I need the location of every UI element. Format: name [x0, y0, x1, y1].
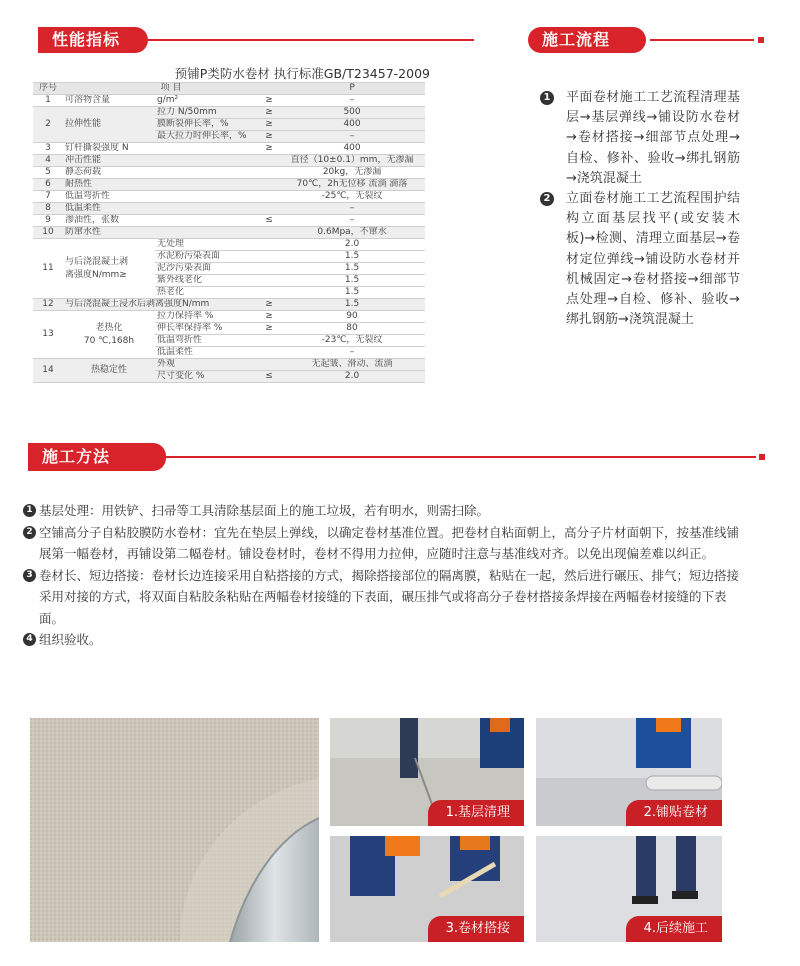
row-value: 2.0 [279, 371, 425, 383]
row-subitem: 水泥粉污染表面 [155, 251, 259, 263]
row-item-line1: 与后浇混凝土剥 [65, 256, 129, 267]
row-cmp [259, 263, 279, 275]
row-no: 8 [33, 203, 63, 215]
row-cmp: ≥ [259, 95, 279, 107]
row-cmp [259, 347, 279, 359]
row-no: 3 [33, 143, 63, 155]
table-row [33, 179, 425, 191]
row-no: 14 [33, 359, 63, 383]
row-cmp: ≥ [259, 323, 279, 335]
flow-step [540, 189, 740, 330]
row-subitem: 无处理 [155, 239, 259, 251]
section-divider [150, 456, 756, 458]
row-item: 低温弯折性 [63, 191, 279, 203]
row-value: 80 [279, 323, 425, 335]
col-header-item: 项 目 [63, 83, 279, 95]
row-subitem: 热老化 [155, 287, 259, 299]
method-text: 空铺高分子自粘胶膜防水卷材：宜先在垫层上弹线，以确定卷材基准位置。把卷材自粘面朝上，高分子片材面朝下，按基准线铺展第一幅卷材，再铺设第二幅卷材。铺设卷材时，卷材不得用力拉伸，应随时注意与基准线对齐。以免出现偏差难以纠正。 [39, 524, 740, 561]
row-subitem: 尺寸变化 % [155, 371, 259, 383]
row-item-line2: 70 ℃,168h [83, 335, 135, 346]
row-value: 1.5 [279, 275, 425, 287]
process-flow-list [540, 88, 740, 330]
row-item: 拉伸性能 [63, 107, 155, 143]
method-item [23, 565, 743, 630]
item-number-badge: 3 [23, 569, 36, 582]
row-cmp: ≥ [259, 119, 279, 131]
item-number-badge: 2 [23, 526, 36, 539]
row-no: 1 [33, 95, 63, 107]
row-subitem: 膜断裂伸长率，% [155, 119, 259, 131]
step-photo-1 [330, 718, 524, 826]
row-cmp: ≤ [259, 215, 279, 227]
method-item [23, 629, 743, 651]
row-value: 直径（10±0.1）mm，无渗漏 [279, 155, 425, 167]
row-item: 渗油性，张数 [63, 215, 259, 227]
row-item: 冲击性能 [63, 155, 279, 167]
row-value: 1.5 [279, 299, 425, 311]
row-value: 2.0 [279, 239, 425, 251]
row-subitem: 伸长率保持率 % [155, 323, 259, 335]
row-value: -23℃，无裂纹 [279, 335, 425, 347]
row-no: 9 [33, 215, 63, 227]
flow-step-text: 平面卷材施工工艺流程清理基层→基层弹线→铺设防水卷材→卷材搭接→细部节点处理→自检、修补、验收→绑扎钢筋→浇筑混凝土 [566, 90, 740, 186]
table-row [33, 155, 425, 167]
row-subitem: 低温柔性 [155, 347, 259, 359]
divider-end-square [759, 454, 765, 460]
membrane-roll-illustration [30, 718, 319, 942]
section-divider [134, 39, 474, 41]
row-no: 6 [33, 179, 63, 191]
row-value: 无起皱、滑动、流淌 [279, 359, 425, 371]
section-title-method: 施工方法 [28, 443, 166, 471]
step-photo-4 [536, 836, 722, 942]
table-row [33, 143, 425, 155]
row-cmp: ≥ [259, 143, 279, 155]
row-item: 耐热性 [63, 179, 279, 191]
table-row [33, 299, 425, 311]
row-no: 7 [33, 191, 63, 203]
row-item [63, 311, 155, 359]
table-row [33, 167, 425, 179]
item-number-badge: 1 [23, 504, 36, 517]
table-row [33, 191, 425, 203]
table-row [33, 359, 425, 371]
row-value: 1.5 [279, 287, 425, 299]
row-item: 钉杆撕裂强度 N [63, 143, 259, 155]
row-value: -25℃，无裂纹 [279, 191, 425, 203]
table-row [33, 227, 425, 239]
row-value: 70℃，2h无位移 流淌 滴落 [279, 179, 425, 191]
divider-end-square [758, 37, 764, 43]
row-subitem: 拉力 N/50mm [155, 107, 259, 119]
row-value: 90 [279, 311, 425, 323]
row-item: 热稳定性 [63, 359, 155, 383]
row-subitem: 泥沙污染表面 [155, 263, 259, 275]
row-no: 12 [33, 299, 63, 311]
row-value: 1.5 [279, 263, 425, 275]
row-subitem: 最大拉力时伸长率，% [155, 131, 259, 143]
row-no: 2 [33, 107, 63, 143]
row-item: 静态荷载 [63, 167, 279, 179]
method-list [23, 500, 743, 651]
row-value: 500 [279, 107, 425, 119]
row-cmp [259, 239, 279, 251]
row-item: 与后浇混凝土浸水后剥离强度N/mm [63, 299, 259, 311]
table-row [33, 311, 425, 323]
row-cmp [259, 251, 279, 263]
row-no: 5 [33, 167, 63, 179]
row-no: 4 [33, 155, 63, 167]
row-cmp [259, 287, 279, 299]
row-value: – [279, 131, 425, 143]
row-cmp [259, 359, 279, 371]
row-cmp: ≤ [259, 371, 279, 383]
row-item: 低温柔性 [63, 203, 279, 215]
row-item: 防窜水性 [63, 227, 279, 239]
method-text: 组织验收。 [39, 632, 102, 647]
step-number-badge: 1 [540, 91, 554, 105]
table-row [33, 203, 425, 215]
row-cmp: ≥ [259, 299, 279, 311]
photo-caption: 2.铺贴卷材 [626, 800, 722, 826]
spec-table [33, 82, 425, 383]
step-number-badge: 2 [540, 192, 554, 206]
table-row [33, 239, 425, 251]
flow-step [540, 88, 740, 189]
row-item-line1: 老热化 [95, 322, 123, 333]
row-value: 0.6Mpa，不窜水 [279, 227, 425, 239]
row-no: 10 [33, 227, 63, 239]
photo-caption: 4.后续施工 [626, 916, 722, 942]
row-cmp: ≥ [259, 311, 279, 323]
row-value: 400 [279, 119, 425, 131]
row-no: 11 [33, 239, 63, 299]
method-item [23, 500, 743, 522]
row-subitem: g/m² [155, 95, 259, 107]
section-divider [650, 39, 754, 41]
row-item-line2: 离强度N/mm≥ [65, 269, 127, 280]
step-photo-3 [330, 836, 524, 942]
section-title-performance: 性能指标 [38, 27, 148, 53]
row-subitem: 紫外线老化 [155, 275, 259, 287]
table-row [33, 95, 425, 107]
row-subitem: 外观 [155, 359, 259, 371]
membrane-roll-photo [30, 718, 319, 942]
row-subitem: 拉力保持率 % [155, 311, 259, 323]
photo-caption: 1.基层清理 [428, 800, 524, 826]
method-text: 卷材长、短边搭接：卷材长边连接采用自粘搭接的方式，揭除搭接部位的隔离膜，粘贴在一起，然后进行碾压、排气；短边搭接采用对接的方式，将双面自粘胶条粘贴在两幅卷材接缝的下表面，碾压排气或将高分子卷材搭接条焊接在两幅卷材接缝的下表面。 [39, 567, 740, 626]
row-value: 400 [279, 143, 425, 155]
col-header-value: P [279, 83, 425, 95]
row-item: 可溶物含量 [63, 95, 155, 107]
spec-table-caption: 预铺P类防水卷材 执行标准GB/T23457-2009 [174, 66, 430, 81]
row-value: – [279, 203, 425, 215]
row-cmp [259, 275, 279, 287]
row-value: 20kg，无渗漏 [279, 167, 425, 179]
row-value: – [279, 95, 425, 107]
spec-table-header [33, 83, 425, 95]
method-item [23, 522, 743, 565]
flow-step-text: 立面卷材施工工艺流程围护结构立面基层找平(或安装木板)→检测、清理立面基层→卷材定位弹线→铺设防水卷材并机械固定→卷材搭接→细部节点处理→自检、修补、验收→绑扎钢筋→浇筑混凝土 [566, 191, 740, 328]
row-cmp: ≥ [259, 131, 279, 143]
col-header-no: 序号 [33, 83, 63, 95]
row-subitem: 低温弯折性 [155, 335, 259, 347]
row-item [63, 239, 155, 299]
row-cmp [259, 335, 279, 347]
section-title-process: 施工流程 [528, 27, 646, 53]
row-no: 13 [33, 311, 63, 359]
table-row [33, 215, 425, 227]
row-value: – [279, 215, 425, 227]
method-text: 基层处理：用铁铲、扫帚等工具清除基层面上的施工垃圾，若有明水，则需扫除。 [39, 503, 490, 518]
row-cmp: ≥ [259, 107, 279, 119]
photo-caption: 3.卷材搭接 [428, 916, 524, 942]
step-photo-2 [536, 718, 722, 826]
row-value: 1.5 [279, 251, 425, 263]
table-row [33, 107, 425, 119]
row-value: – [279, 347, 425, 359]
item-number-badge: 4 [23, 633, 36, 646]
